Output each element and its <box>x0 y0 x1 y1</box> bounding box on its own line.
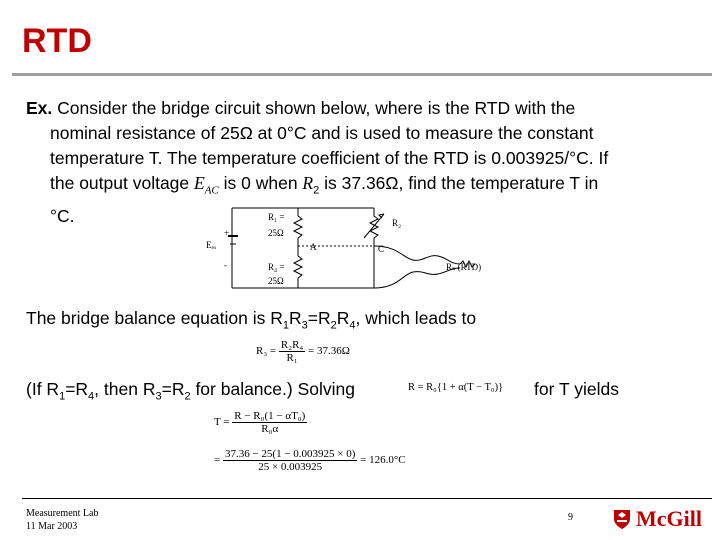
rs-rtd-label: Rₛ (RTD) <box>446 262 482 272</box>
footer-divider <box>22 498 712 499</box>
problem-line-5: °C. <box>50 205 75 226</box>
footer-info <box>26 507 98 533</box>
minus-sign: - <box>224 260 227 270</box>
mcgill-logo <box>612 506 702 532</box>
equation-t-general: T = $\frac{\text{R − R₀(1 − αT₀)}}{\text{R₀α}}$ <box>214 410 306 435</box>
plus-sign: + <box>224 228 230 238</box>
footer-date: 11 Mar 2003 <box>26 521 78 532</box>
footer-lab-name: Measurement Lab <box>26 508 99 519</box>
problem-line-2: nominal resistance of 25Ω at 0°C and is used to measure the constant <box>50 123 594 143</box>
if-balance-text: (If $R_1=R_4$, then $R_3=R_2$ for balance.) Solving <box>26 379 355 403</box>
example-label: Ex. <box>26 98 53 118</box>
balance-equation-text: The bridge balance equation is $R_1R_3=R_2R_4$, which leads to <box>26 308 477 332</box>
r2-label: R₂ <box>392 218 402 228</box>
for-t-text: for T yields <box>534 379 619 399</box>
node-c-label: C <box>378 244 385 254</box>
problem-line-1: Consider the bridge circuit shown below, where is the RTD with the <box>52 98 576 118</box>
slide-title: RTD <box>22 22 92 60</box>
equation-rtd-resistance: R = R₀{1 + α(T − T₀)} <box>408 382 504 393</box>
r1-value: 25Ω <box>268 228 284 238</box>
logo-text: McGill <box>636 506 702 531</box>
r4-label: R₄ = <box>268 262 285 272</box>
r4-value: 25Ω <box>268 276 284 286</box>
title-divider <box>12 73 712 76</box>
source-label: Eₑₓ <box>206 240 217 250</box>
problem-line-3: temperature T. The temperature coefficient of the RTD is 0.003925/°C. If <box>50 148 609 168</box>
node-a-label: A <box>310 242 317 252</box>
equation-r3: R₃ = $\frac{\text{R₂R₄}}{\text{R₁}}$ = 37.36Ω <box>256 339 350 364</box>
problem-line-4: the output voltage $E_{AC}$ is 0 when $R_2$ is 37.36Ω, find the temperature T in <box>50 173 599 197</box>
page-number: 9 <box>568 512 573 523</box>
equation-t-numeric: = $\frac{37.36 - 25(1 - 0.003925 \times 0)}{25 \times 0.003925}$ = 126.0°C <box>214 448 406 473</box>
r1-label: R₁ = <box>268 212 285 222</box>
crest-icon <box>612 508 632 530</box>
bridge-circuit-diagram <box>198 198 493 294</box>
